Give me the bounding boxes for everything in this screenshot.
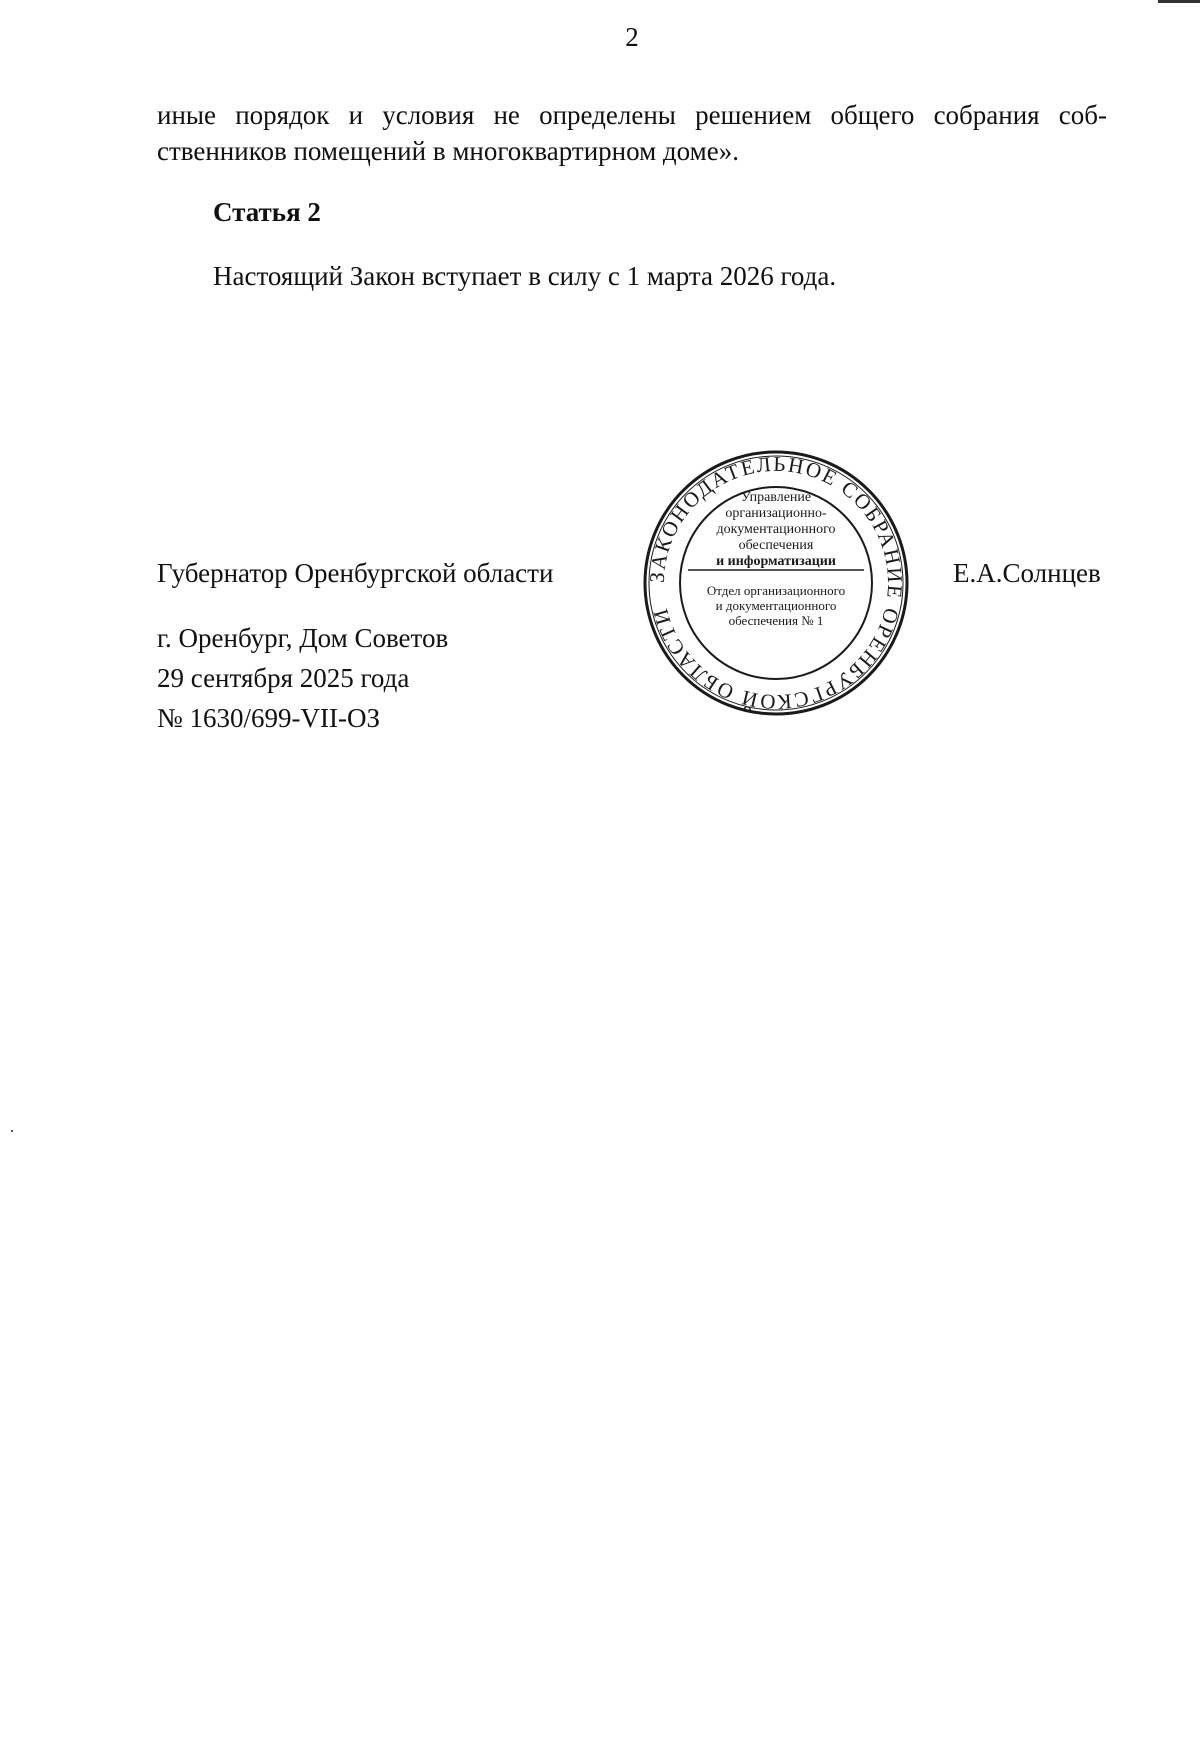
seal-inner-line: Отдел организационного [706, 583, 846, 598]
seal-inner-line: обеспечения № 1 [728, 613, 824, 628]
article-text: Настоящий Закон вступает в силу с 1 марта 2026 года. [213, 261, 837, 291]
scan-speck [11, 1130, 13, 1132]
continuation-line-2: ственников помещений в многоквартирном доме». [157, 136, 739, 166]
law-number: № 1630/699-VII-ОЗ [157, 703, 381, 733]
seal-inner-line: организационно- [725, 506, 827, 521]
official-seal [641, 448, 911, 718]
seal-inner-line: Управление [740, 490, 812, 505]
signature-name: Е.А.Солнцев [953, 558, 1101, 588]
seal-inner-line: и документационного [715, 598, 837, 613]
scan-edge-mark [1158, 0, 1200, 3]
signing-date: 29 сентября 2025 года [157, 663, 410, 693]
seal-inner-line: и информатизации [716, 554, 836, 569]
article-heading: Статья 2 [213, 197, 321, 227]
signature-title: Губернатор Оренбургской области [157, 558, 554, 588]
seal-inner-text [707, 490, 845, 628]
seal-outer-textpath: ЗАКОНОДАТЕЛЬНОЕ СОБРАНИЕ ОРЕНБУРГСКОЙ ОБЛАСТИ [644, 451, 908, 715]
seal-graphic [641, 448, 911, 718]
continuation-paragraph [157, 97, 1107, 169]
continuation-line-1: иные порядок и условия не определены решением общего собрания соб- [157, 100, 1107, 130]
page-number: 2 [625, 22, 639, 52]
signing-place: г. Оренбург, Дом Советов [157, 623, 449, 653]
seal-inner-line: обеспечения [738, 538, 814, 553]
seal-inner-line: документационного [716, 522, 836, 537]
